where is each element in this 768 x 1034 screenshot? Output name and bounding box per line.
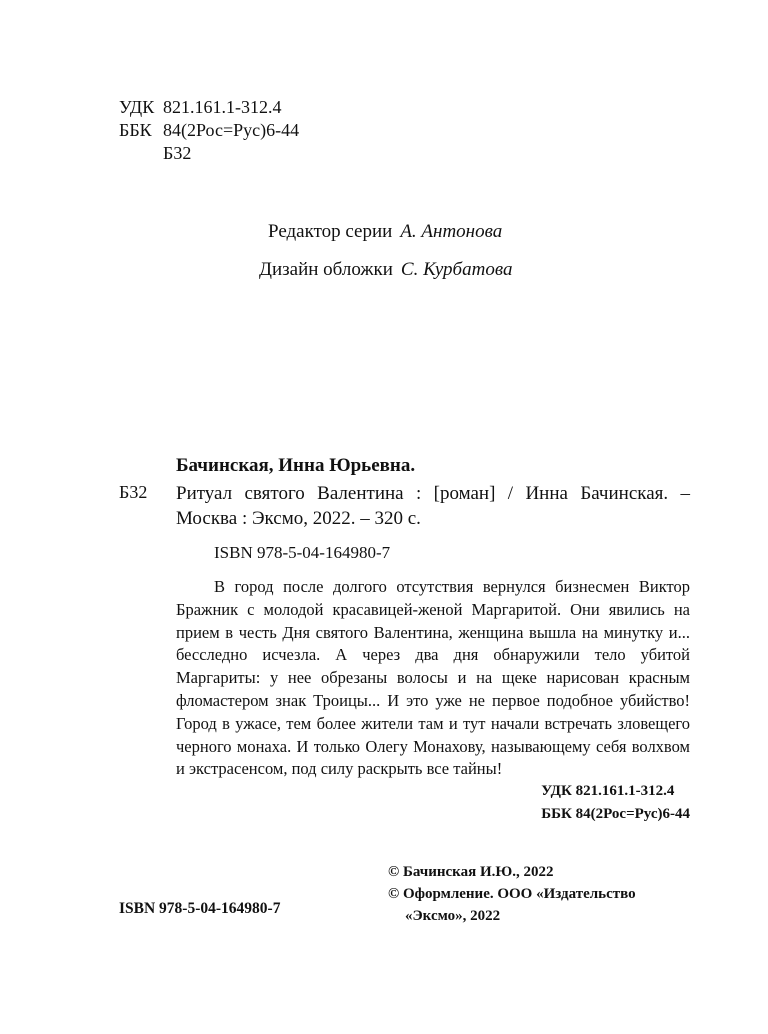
editor-role: Редактор серии (268, 221, 393, 242)
copyright-author: © Бачинская И.Ю., 2022 (388, 864, 554, 880)
bbk-value: 84(2Рос=Рус)6-44 (163, 120, 300, 140)
bottom-isbn: ISBN 978-5-04-164980-7 (119, 900, 281, 917)
copyright-publisher: «Эксмо», 2022 (405, 908, 501, 924)
editor-credit (268, 221, 502, 243)
annotation-paragraph: В город после долгого отсутствия вернулся бизнесмен Виктор Бражник с молодой красавицей-женой Маргаритой. Они явились на прием в честь Дня святого Валентина, женщина вышла на минутку и... бесследно исчезла. А через два дня обнаружили тело убитой Маргариты: у нее обрезаны волосы и на щеке нарисован красным фломастером знак Троицы... И это уже не первое подобное убийство! Город в ужасе, тем более жители там и тут начали встречать зловещего черного монаха. И только Олегу Монахову, называющему себя волхвом и экстрасенсом, под силу раскрыть все тайны! (176, 577, 690, 779)
catalog-bbk: ББК 84(2Рос=Рус)6-44 (541, 806, 690, 822)
bibliographic-description: Ритуал святого Валентина : [роман] / Инна Бачинская. – Москва : Эксмо, 2022. – 320 с. (176, 483, 690, 529)
bbk-label: ББК (119, 120, 152, 140)
designer-credit (259, 259, 512, 281)
designer-name: С. Курбатова (400, 259, 513, 280)
udk-label: УДК (119, 97, 155, 117)
copyright-block (388, 861, 636, 927)
catalog-isbn: ISBN 978-5-04-164980-7 (214, 543, 391, 562)
copyright-design: © Оформление. ООО «Издательство (388, 886, 636, 902)
catalog-code: Б32 (119, 482, 148, 502)
author-mark-row (119, 142, 299, 165)
catalog-udk: УДК 821.161.1-312.4 (541, 783, 675, 799)
catalog-author: Бачинская, Инна Юрьевна. (176, 455, 416, 476)
bbk-row (119, 119, 299, 142)
classification-block (119, 96, 299, 165)
udk-row (119, 96, 299, 119)
udk-value: 821.161.1-312.4 (163, 97, 282, 117)
editor-name: А. Антонова (400, 221, 503, 242)
catalog-indices (541, 780, 690, 826)
designer-role: Дизайн обложки (259, 259, 393, 280)
author-mark: Б32 (163, 143, 192, 163)
